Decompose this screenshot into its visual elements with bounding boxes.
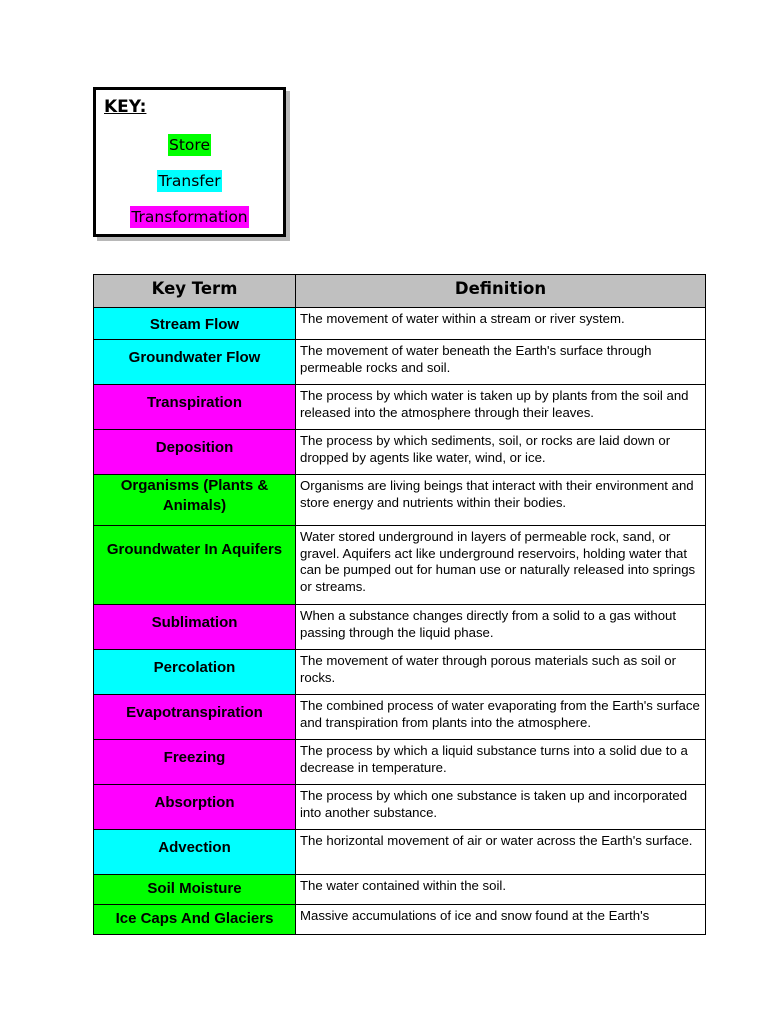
term-cell: Freezing [94,740,296,785]
key-label-transfer: Transfer [158,172,221,190]
definition-cell: The movement of water beneath the Earth's surface through permeable rocks and soil. [296,340,706,385]
definition-cell: The process by which one substance is taken up and incorporated into another substance. [296,785,706,830]
definition-cell: The process by which a liquid substance turns into a solid due to a decrease in temperature. [296,740,706,785]
key-item-transfer [96,172,283,191]
table-row [94,430,706,475]
table-row [94,695,706,740]
key-item-store [96,136,283,155]
header-definition: Definition [296,275,706,308]
definition-cell: The combined process of water evaporating from the Earth's surface and transpiration from plants into the atmosphere. [296,695,706,740]
table-row [94,875,706,905]
table-row [94,830,706,875]
definition-cell: The horizontal movement of air or water across the Earth's surface. [296,830,706,875]
definition-cell: Organisms are living beings that interact with their environment and store energy and nutrients within their bodies. [296,475,706,526]
term-cell: Stream Flow [94,308,296,340]
term-cell: Advection [94,830,296,875]
term-cell: Absorption [94,785,296,830]
term-cell: Groundwater In Aquifers [94,526,296,605]
table-row [94,308,706,340]
table-row [94,785,706,830]
term-cell: Groundwater Flow [94,340,296,385]
table-row [94,340,706,385]
definition-cell: The process by which water is taken up by plants from the soil and released into the atmosphere through their leaves. [296,385,706,430]
table-row [94,740,706,785]
header-key-term: Key Term [94,275,296,308]
table-row [94,526,706,605]
definition-cell: The water contained within the soil. [296,875,706,905]
definition-cell: When a substance changes directly from a solid to a gas without passing through the liquid phase. [296,605,706,650]
definition-cell: The movement of water through porous materials such as soil or rocks. [296,650,706,695]
table-row [94,650,706,695]
term-cell: Sublimation [94,605,296,650]
key-item-transformation [96,208,283,227]
definition-cell: The process by which sediments, soil, or rocks are laid down or dropped by agents like water, wind, or ice. [296,430,706,475]
table-row [94,905,706,935]
definition-cell: Massive accumulations of ice and snow found at the Earth's [296,905,706,935]
key-legend [93,87,286,237]
term-cell: Ice Caps And Glaciers [94,905,296,935]
definition-cell: The movement of water within a stream or river system. [296,308,706,340]
term-cell: Deposition [94,430,296,475]
key-terms-table [93,274,706,935]
key-label-transformation: Transformation [131,208,248,226]
table-row [94,385,706,430]
term-cell: Soil Moisture [94,875,296,905]
key-title: KEY: [104,97,147,117]
term-cell: Transpiration [94,385,296,430]
table-row [94,605,706,650]
key-label-store: Store [169,136,210,154]
term-cell: Evapotranspiration [94,695,296,740]
definition-cell: Water stored underground in layers of permeable rock, sand, or gravel. Aquifers act like underground reservoirs, holding water that can be pumped out for human use or naturally released into springs or streams. [296,526,706,605]
term-cell: Organisms (Plants & Animals) [94,475,296,526]
table-header-row [94,275,706,308]
table-row [94,475,706,526]
term-cell: Percolation [94,650,296,695]
